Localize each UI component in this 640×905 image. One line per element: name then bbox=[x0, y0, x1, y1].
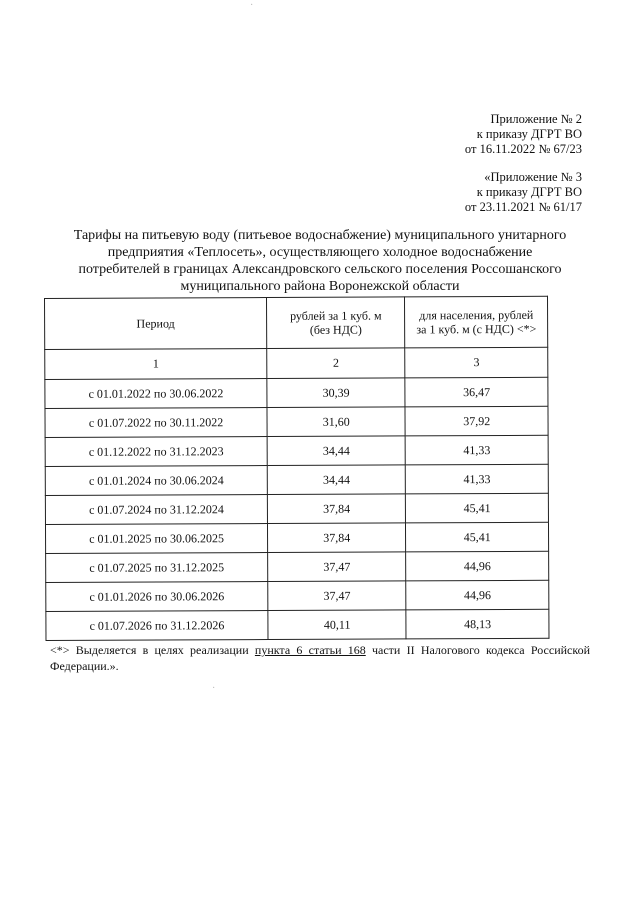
scan-mark: · bbox=[250, 0, 254, 11]
appendix-current-line3: от 16.11.2022 № 67/23 bbox=[464, 142, 582, 156]
cell-pop: 48,13 bbox=[406, 609, 549, 639]
header-price-no-vat: рублей за 1 куб. м (без НДС) bbox=[267, 297, 406, 349]
table-row bbox=[45, 377, 548, 408]
cell-period: с 01.01.2022 по 30.06.2022 bbox=[45, 379, 267, 409]
title-line3: потребителей в границах Александровского сельского поселения Россошанского bbox=[78, 262, 562, 277]
cell-period: с 01.01.2025 по 30.06.2025 bbox=[45, 524, 267, 554]
cell-price: 37,47 bbox=[268, 552, 407, 582]
cell-period: с 01.01.2026 по 30.06.2026 bbox=[46, 582, 268, 612]
footnote: <*> Выделяется в целях реализации пункта 6 статьи 168 части II Налогового кодекса Российской Федерации.». bbox=[50, 643, 591, 673]
column-number-3: 3 bbox=[405, 347, 548, 378]
cell-price: 40,11 bbox=[268, 610, 407, 640]
table-header-row bbox=[45, 296, 548, 349]
document-title bbox=[40, 227, 600, 295]
cell-price: 37,84 bbox=[267, 494, 406, 524]
appendix-current-line1: Приложение № 2 bbox=[490, 112, 582, 126]
appendix-previous-line3: от 23.11.2021 № 61/17 bbox=[464, 200, 582, 214]
cell-pop: 41,33 bbox=[406, 435, 549, 465]
tax-code-reference-link: пункта 6 статьи 168 bbox=[254, 643, 366, 657]
cell-price: 37,47 bbox=[268, 581, 407, 611]
column-number-2: 2 bbox=[267, 348, 406, 379]
cell-pop: 45,41 bbox=[406, 522, 549, 552]
scan-mark: · bbox=[212, 683, 216, 694]
table-row bbox=[45, 406, 548, 437]
title-line2: предприятия «Теплосеть», осуществляющего холодное водоснабжение bbox=[107, 245, 533, 260]
cell-price: 34,44 bbox=[267, 465, 406, 495]
column-number-1: 1 bbox=[45, 349, 267, 380]
header-price-population: для населения, рублей за 1 куб. м (с НДС) <*> bbox=[405, 296, 548, 348]
cell-period: с 01.01.2024 по 30.06.2024 bbox=[45, 466, 267, 496]
title-line1: Тарифы на питьевую воду (питьевое водоснабжение) муниципального унитарного bbox=[73, 228, 567, 243]
cell-pop: 41,33 bbox=[406, 464, 549, 494]
title-line4: муниципального района Воронежской области bbox=[180, 279, 460, 294]
cell-price: 31,60 bbox=[267, 407, 406, 437]
table-row bbox=[46, 609, 549, 640]
header-period: Период bbox=[45, 298, 267, 350]
appendix-current-header bbox=[465, 112, 582, 157]
appendix-previous-line1: «Приложение № 3 bbox=[484, 170, 582, 184]
column-numbers-row bbox=[45, 347, 548, 379]
appendix-current-line2: к приказу ДГРТ ВО bbox=[476, 127, 582, 141]
cell-price: 34,44 bbox=[267, 436, 406, 466]
cell-period: с 01.07.2024 по 31.12.2024 bbox=[45, 495, 267, 525]
cell-price: 37,84 bbox=[268, 523, 407, 553]
cell-pop: 45,41 bbox=[406, 493, 549, 523]
appendix-previous-line2: к приказу ДГРТ ВО bbox=[476, 185, 582, 199]
table-row bbox=[45, 435, 548, 466]
cell-pop: 36,47 bbox=[405, 377, 548, 407]
cell-price: 30,39 bbox=[267, 378, 406, 408]
cell-period: с 01.07.2026 по 31.12.2026 bbox=[46, 611, 268, 641]
cell-pop: 44,96 bbox=[406, 580, 549, 610]
cell-period: с 01.07.2025 по 31.12.2025 bbox=[46, 553, 268, 583]
appendix-previous-header bbox=[465, 170, 582, 215]
table-row bbox=[46, 551, 549, 582]
cell-period: с 01.07.2022 по 30.11.2022 bbox=[45, 408, 267, 438]
table-row bbox=[45, 464, 548, 495]
table-row bbox=[45, 522, 548, 553]
tariff-table bbox=[44, 296, 549, 641]
cell-pop: 37,92 bbox=[405, 406, 548, 436]
cell-period: с 01.12.2022 по 31.12.2023 bbox=[45, 437, 267, 467]
table-row bbox=[45, 493, 548, 524]
cell-pop: 44,96 bbox=[406, 551, 549, 581]
table-row bbox=[46, 580, 549, 611]
